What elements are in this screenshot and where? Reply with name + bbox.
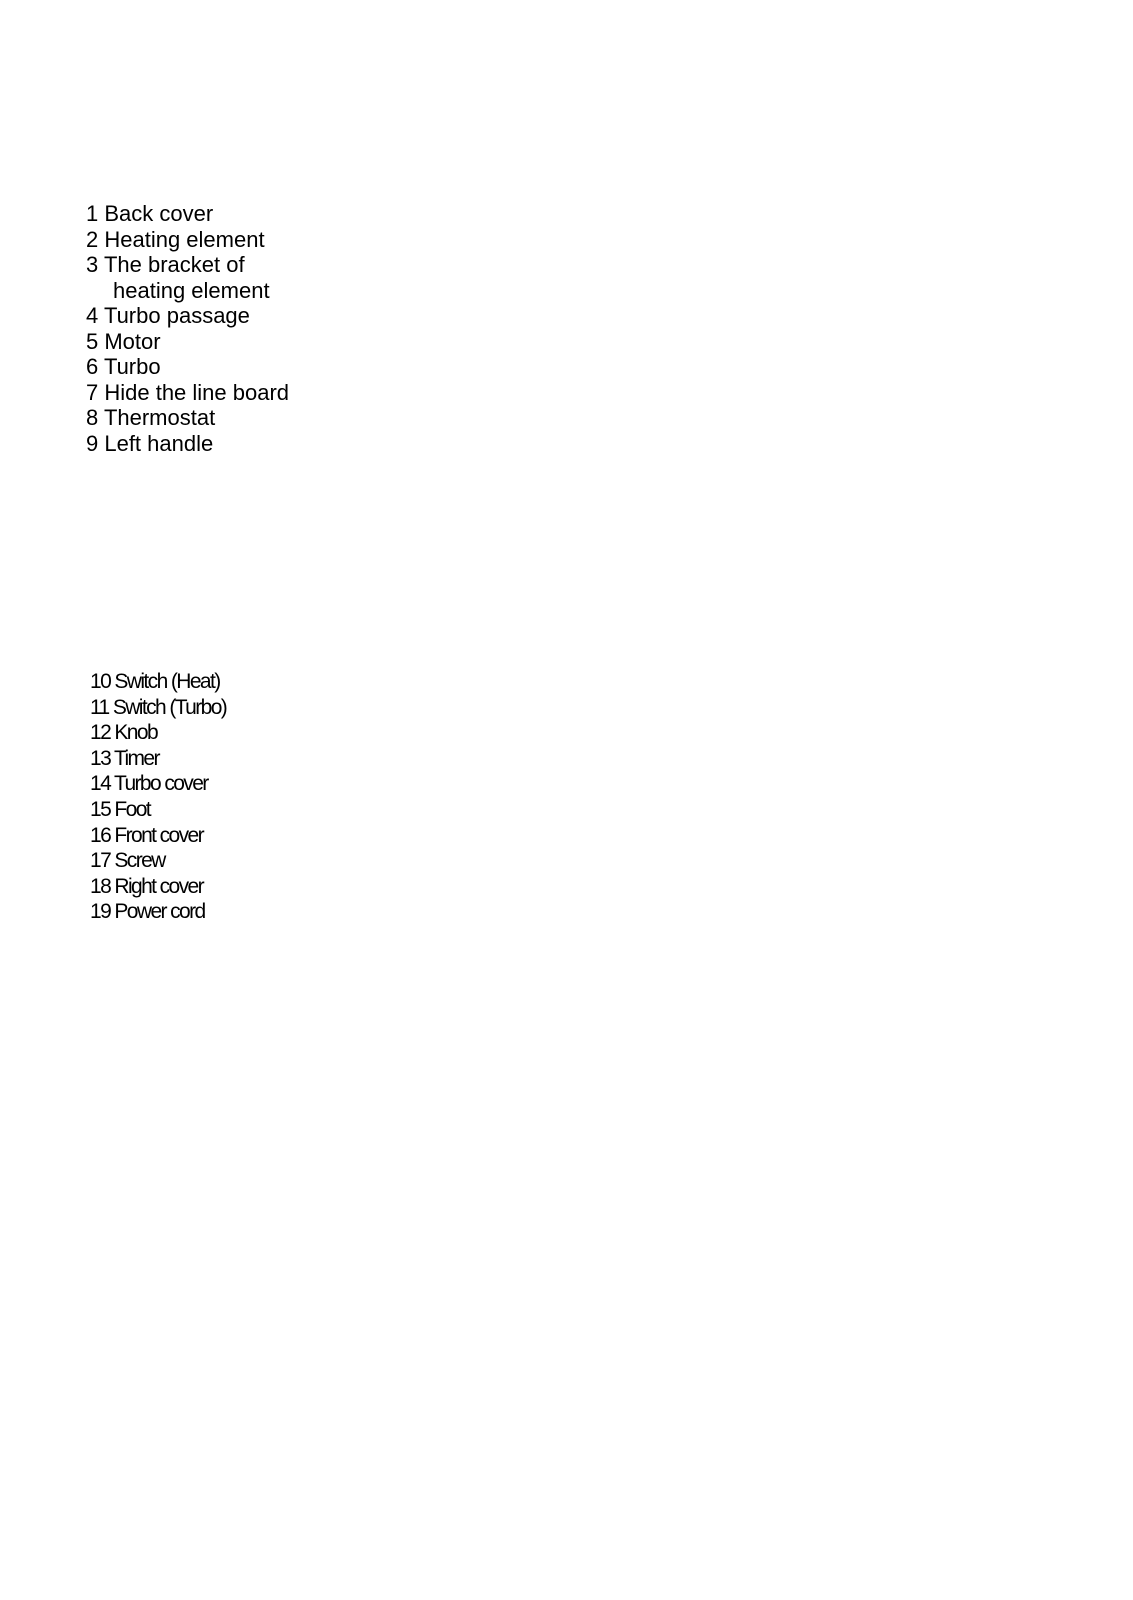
part-item (90, 695, 226, 721)
part-item (90, 823, 226, 849)
part-label-continuation: heating element (113, 277, 270, 303)
part-item (86, 227, 289, 253)
part-label: 4 Turbo passage (86, 303, 250, 328)
part-label: 18 Right cover (90, 874, 204, 898)
part-item (90, 899, 226, 925)
part-item (90, 669, 226, 695)
part-item (90, 797, 226, 823)
part-label: 19 Power cord (90, 900, 205, 924)
part-item (86, 329, 289, 355)
part-item (86, 354, 289, 380)
parts-list-1 (86, 201, 289, 456)
parts-list-2 (90, 669, 226, 925)
part-item (86, 252, 289, 303)
part-label: 10 Switch (Heat) (90, 670, 220, 693)
part-label: 14 Turbo cover (90, 772, 208, 796)
part-label: 1 Back cover (86, 201, 214, 226)
part-label: 12 Knob (90, 721, 158, 745)
part-label: 9 Left handle (86, 430, 214, 456)
part-label: 13 Timer (90, 746, 159, 770)
part-label: 5 Motor (86, 328, 161, 354)
part-item (86, 380, 289, 406)
part-label: 15 Foot (90, 797, 151, 821)
part-label: 17 Screw (90, 849, 165, 873)
part-item (86, 405, 289, 431)
part-label: 2 Heating element (86, 226, 265, 252)
part-item (86, 303, 289, 329)
part-item (90, 746, 226, 772)
part-label: 11 Switch (Turbo) (90, 695, 227, 719)
part-item (90, 720, 226, 746)
part-item (90, 771, 226, 797)
part-item (90, 848, 226, 874)
part-label: 8 Thermostat (86, 405, 216, 430)
part-label: 3 The bracket of (86, 252, 245, 277)
part-label: 6 Turbo (86, 354, 161, 379)
part-item (86, 201, 289, 227)
part-label: 16 Front cover (90, 823, 203, 847)
part-item (90, 874, 226, 900)
part-label: 7 Hide the line board (86, 379, 290, 405)
part-item (86, 431, 289, 457)
